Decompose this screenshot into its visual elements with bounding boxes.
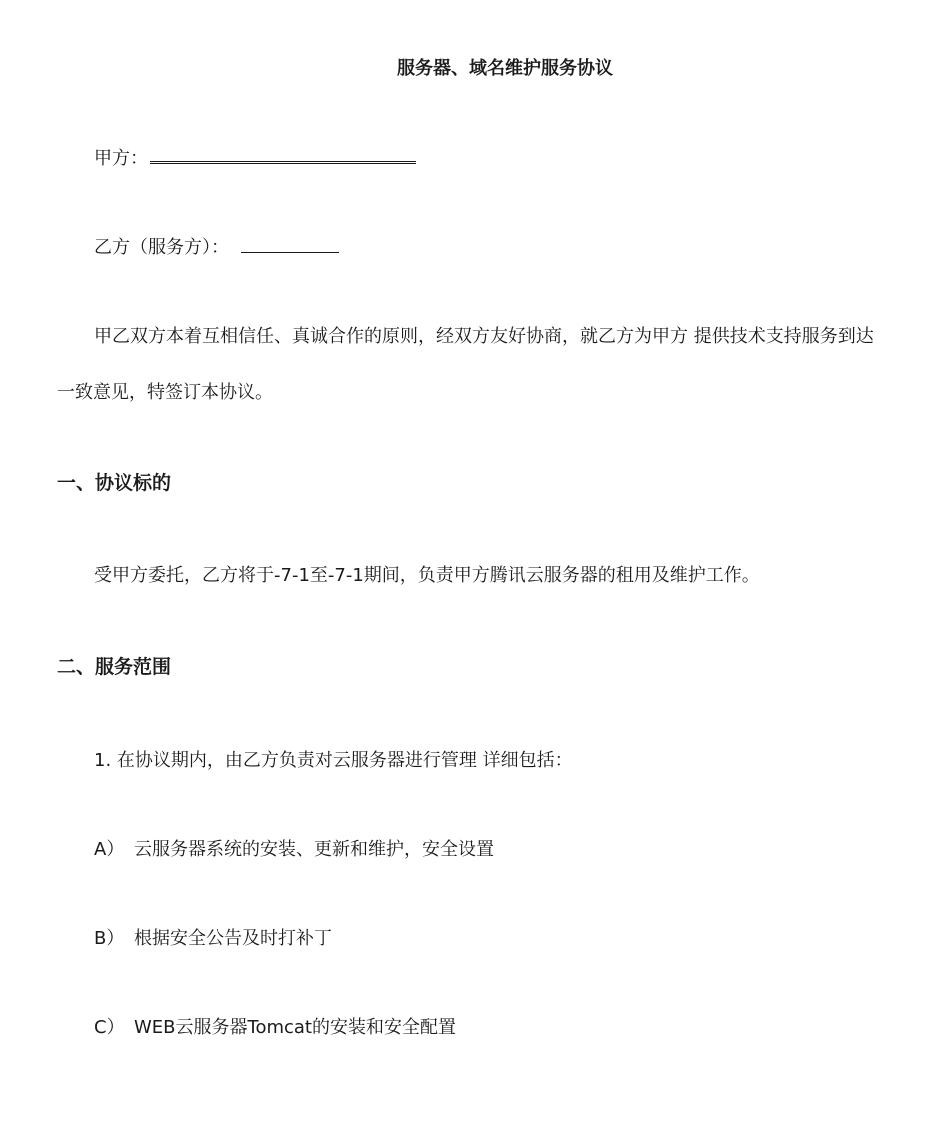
party-b-blank [241,238,339,253]
intro-paragraph-line-1: 甲乙双方本着互相信任、真诚合作的原则，经双方友好协商，就乙方为甲方 提供技术支持服务到达 [94,326,874,347]
party-a-line [94,147,416,171]
scope-subitem-c [94,1016,456,1040]
scope-item-1: 1. 在协议期内，由乙方负责对云服务器进行管理 详细包括： [94,750,573,771]
section-2-heading: 二、服务范围 [57,656,172,678]
list-item-text: 根据安全公告及时打补丁 [134,928,332,949]
intro-paragraph-line-2: 一致意见，特签订本协议。 [57,382,273,403]
list-item-text: 云服务器系统的安装、更新和维护，安全设置 [134,839,494,860]
list-item-text: WEB云服务器Tomcat的安装和安全配置 [134,1017,456,1038]
document-title: 服务器、域名维护服务协议 [397,58,613,79]
party-b-label: 乙方（服务方）： [94,237,229,258]
party-b-line [94,236,339,260]
section-1-text: 受甲方委托，乙方将于-7-1至-7-1期间，负责甲方腾讯云服务器的租用及维护工作。 [94,565,760,586]
list-marker: A） [94,839,125,860]
section-1-heading: 一、协议标的 [57,472,172,494]
scope-subitem-a [94,838,494,862]
party-a-label: 甲方： [94,148,148,169]
list-marker: C） [94,1017,125,1038]
list-marker: B） [94,928,125,949]
party-a-blank [150,147,416,164]
scope-subitem-b [94,927,332,951]
